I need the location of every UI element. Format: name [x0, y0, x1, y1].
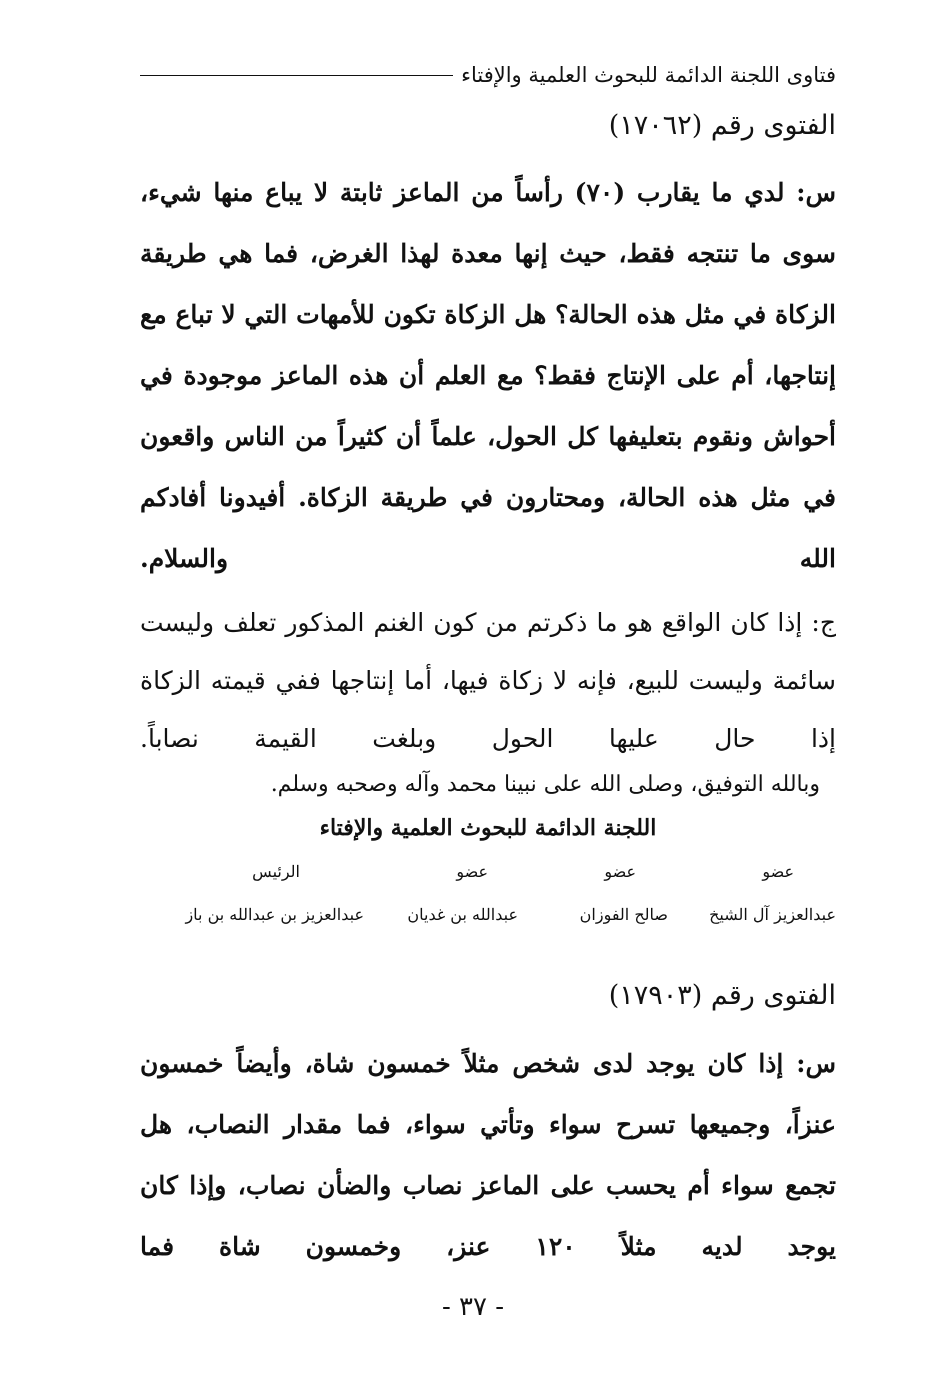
running-header: [140, 60, 836, 90]
signatory-role-4: الرئيس: [252, 862, 300, 881]
fatwa-2-question: س: إذا كان يوجد لدى شخص مثلاً خمسون شاة، وأيضاً خمسون عنزاً، وجميعها تسرح سواء وتأتي سواء، فما مقدار النصاب، هل تجمع سواء أم يحسب على الماعز نصاب والضأن نصاب، وإذا كان يوجد لديه مثلاً ١٢٠ عنز، وخمسون شاة فما: [140, 1049, 836, 1261]
fatwa-1-question: س: لدي ما يقارب (٧٠) رأساً من الماعز ثابتة لا يباع منها شيء، سوى ما تنتجه فقط، حيث إنها معدة لهذا الغرض، فما هي طريقة الزكاة في مثل هذه الحالة؟ هل الزكاة تكون للأمهات التي لا تباع مع إنتاجها، أم على الإنتاج فقط؟ مع العلم أن هذه الماعز موجودة في أحواش ونقوم بتعليفها كل الحول، علماً أن كثيراً من الناس واقعون في مثل هذه الحالة، ومحتارون في طريقة الزكاة. أفيدونا أفادكم الله والسلام.: [140, 178, 836, 573]
fatwa-number-1: الفتوى رقم (١٧٠٦٢): [608, 110, 836, 141]
running-header-title: فتاوى اللجنة الدائمة للبحوث العلمية والإفتاء: [461, 63, 836, 87]
signatory-name-4: عبدالعزيز بن عبدالله بن باز: [185, 905, 364, 924]
fatwa-1-answer: ج: إذا كان الواقع هو ما ذكرتم من كون الغنم المذكور تعلف وليست سائمة وليست للبيع، فإنه لا زكاة فيها، أما إنتاجها ففي قيمته الزكاة إذا حال عليها الحول وبلغت القيمة نصاباً.: [140, 608, 836, 753]
signatory-name-2: صالح الفوزان: [579, 905, 668, 924]
page-number: - ٣٧ -: [441, 1292, 505, 1322]
signatory-role-2: عضو: [604, 862, 636, 881]
fatwa-1-closing: وبالله التوفيق، وصلى الله على نبينا محمد وآله وصحبه وسلم.: [270, 772, 820, 797]
signatory-role-1: عضو: [762, 862, 794, 881]
signatory-name-1: عبدالعزيز آل الشيخ: [709, 905, 836, 924]
committee-name: اللجنة الدائمة للبحوث العلمية والإفتاء: [319, 815, 657, 841]
signatory-role-3: عضو: [456, 862, 488, 881]
fatwa-number-2: الفتوى رقم (١٧٩٠٣): [608, 980, 836, 1011]
header-rule: [140, 75, 453, 76]
signatory-name-3: عبدالله بن غديان: [407, 905, 518, 924]
